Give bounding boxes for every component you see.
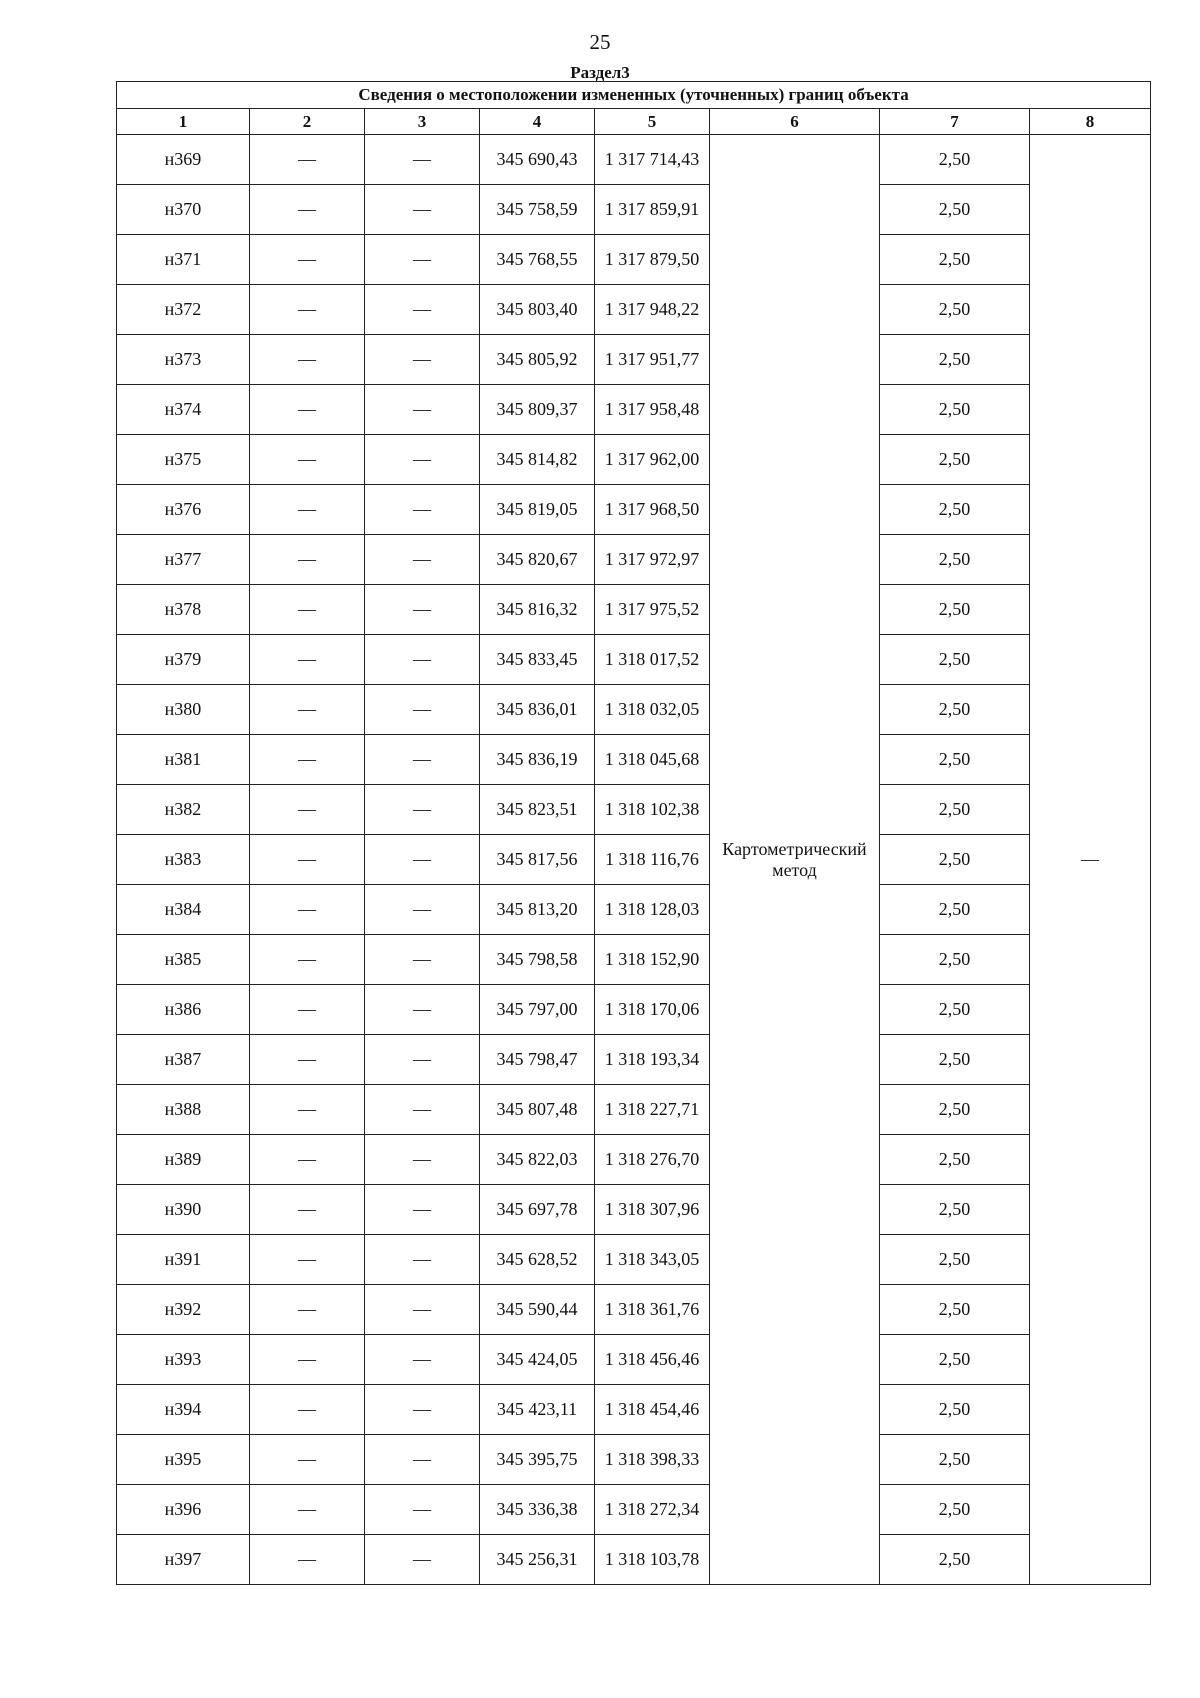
x-coordinate-cell: 345 807,48 (480, 1085, 595, 1135)
column-2-cell: — (250, 435, 365, 485)
point-cell: н387 (117, 1035, 250, 1085)
point-cell: н370 (117, 185, 250, 235)
accuracy-cell: 2,50 (880, 135, 1030, 185)
y-coordinate-cell: 1 318 227,71 (595, 1085, 710, 1135)
y-coordinate-cell: 1 318 343,05 (595, 1235, 710, 1285)
table-row (117, 835, 1151, 885)
column-2-cell: — (250, 1535, 365, 1585)
accuracy-cell: 2,50 (880, 1085, 1030, 1135)
accuracy-cell: 2,50 (880, 535, 1030, 585)
y-coordinate-cell: 1 318 398,33 (595, 1435, 710, 1485)
column-3-cell: — (365, 135, 480, 185)
y-coordinate-cell: 1 317 714,43 (595, 135, 710, 185)
column-2-cell: — (250, 1085, 365, 1135)
table-row (117, 1435, 1151, 1485)
point-cell: н395 (117, 1435, 250, 1485)
y-coordinate-cell: 1 318 103,78 (595, 1535, 710, 1585)
y-coordinate-cell: 1 318 128,03 (595, 885, 710, 935)
y-coordinate-cell: 1 317 948,22 (595, 285, 710, 335)
accuracy-cell: 2,50 (880, 1385, 1030, 1435)
table-row (117, 585, 1151, 635)
column-header-2: 2 (250, 109, 365, 135)
point-cell: н372 (117, 285, 250, 335)
column-3-cell: — (365, 985, 480, 1035)
y-coordinate-cell: 1 317 975,52 (595, 585, 710, 635)
point-cell: н388 (117, 1085, 250, 1135)
x-coordinate-cell: 345 820,67 (480, 535, 595, 585)
y-coordinate-cell: 1 317 859,91 (595, 185, 710, 235)
y-coordinate-cell: 1 318 456,46 (595, 1335, 710, 1385)
column-2-cell: — (250, 135, 365, 185)
column-2-cell: — (250, 785, 365, 835)
accuracy-cell: 2,50 (880, 235, 1030, 285)
column-2-cell: — (250, 235, 365, 285)
table-row (117, 1185, 1151, 1235)
table-row (117, 685, 1151, 735)
y-coordinate-cell: 1 317 972,97 (595, 535, 710, 585)
point-cell: н389 (117, 1135, 250, 1185)
x-coordinate-cell: 345 758,59 (480, 185, 595, 235)
column-2-cell: — (250, 985, 365, 1035)
column-8-cell: — (1030, 135, 1151, 1585)
y-coordinate-cell: 1 318 193,34 (595, 1035, 710, 1085)
x-coordinate-cell: 345 690,43 (480, 135, 595, 185)
table-row (117, 235, 1151, 285)
point-cell: н394 (117, 1385, 250, 1435)
y-coordinate-cell: 1 317 879,50 (595, 235, 710, 285)
y-coordinate-cell: 1 318 454,46 (595, 1385, 710, 1435)
accuracy-cell: 2,50 (880, 985, 1030, 1035)
column-2-cell: — (250, 1285, 365, 1335)
column-3-cell: — (365, 1485, 480, 1535)
point-cell: н378 (117, 585, 250, 635)
page-number: 25 (589, 30, 611, 54)
x-coordinate-cell: 345 803,40 (480, 285, 595, 335)
point-cell: н393 (117, 1335, 250, 1385)
column-3-cell: — (365, 785, 480, 835)
point-cell: н383 (117, 835, 250, 885)
column-2-cell: — (250, 935, 365, 985)
y-coordinate-cell: 1 317 968,50 (595, 485, 710, 535)
table-row (117, 285, 1151, 335)
column-3-cell: — (365, 285, 480, 335)
table-row (117, 485, 1151, 535)
column-2-cell: — (250, 1035, 365, 1085)
table-row (117, 985, 1151, 1035)
section-title: Раздел3 (570, 63, 630, 82)
table-row (117, 1385, 1151, 1435)
accuracy-cell: 2,50 (880, 285, 1030, 335)
accuracy-cell: 2,50 (880, 1235, 1030, 1285)
accuracy-cell: 2,50 (880, 1535, 1030, 1585)
x-coordinate-cell: 345 822,03 (480, 1135, 595, 1185)
x-coordinate-cell: 345 395,75 (480, 1435, 595, 1485)
accuracy-cell: 2,50 (880, 635, 1030, 685)
table-header-row (117, 109, 1151, 135)
table-row (117, 1235, 1151, 1285)
x-coordinate-cell: 345 805,92 (480, 335, 595, 385)
column-3-cell: — (365, 1435, 480, 1485)
point-cell: н392 (117, 1285, 250, 1335)
point-cell: н385 (117, 935, 250, 985)
y-coordinate-cell: 1 318 017,52 (595, 635, 710, 685)
accuracy-cell: 2,50 (880, 435, 1030, 485)
column-header-6: 6 (710, 109, 880, 135)
column-3-cell: — (365, 385, 480, 435)
x-coordinate-cell: 345 823,51 (480, 785, 595, 835)
x-coordinate-cell: 345 817,56 (480, 835, 595, 885)
point-cell: н397 (117, 1535, 250, 1585)
column-2-cell: — (250, 1385, 365, 1435)
column-2-cell: — (250, 385, 365, 435)
x-coordinate-cell: 345 768,55 (480, 235, 595, 285)
column-2-cell: — (250, 735, 365, 785)
y-coordinate-cell: 1 318 045,68 (595, 735, 710, 785)
y-coordinate-cell: 1 318 272,34 (595, 1485, 710, 1535)
x-coordinate-cell: 345 797,00 (480, 985, 595, 1035)
coordinates-table (116, 81, 1151, 1585)
column-3-cell: — (365, 535, 480, 585)
table-row (117, 435, 1151, 485)
column-3-cell: — (365, 485, 480, 535)
point-cell: н381 (117, 735, 250, 785)
column-2-cell: — (250, 885, 365, 935)
point-cell: н376 (117, 485, 250, 535)
y-coordinate-cell: 1 318 152,90 (595, 935, 710, 985)
column-2-cell: — (250, 335, 365, 385)
column-header-4: 4 (480, 109, 595, 135)
column-3-cell: — (365, 1285, 480, 1335)
column-2-cell: — (250, 1185, 365, 1235)
y-coordinate-cell: 1 318 276,70 (595, 1135, 710, 1185)
x-coordinate-cell: 345 819,05 (480, 485, 595, 535)
table-row (117, 1285, 1151, 1335)
column-3-cell: — (365, 735, 480, 785)
column-3-cell: — (365, 1035, 480, 1085)
x-coordinate-cell: 345 423,11 (480, 1385, 595, 1435)
column-2-cell: — (250, 1135, 365, 1185)
y-coordinate-cell: 1 318 102,38 (595, 785, 710, 835)
point-cell: н386 (117, 985, 250, 1035)
column-2-cell: — (250, 585, 365, 635)
y-coordinate-cell: 1 317 951,77 (595, 335, 710, 385)
table-row (117, 785, 1151, 835)
table-row (117, 185, 1151, 235)
table-row (117, 335, 1151, 385)
column-2-cell: — (250, 835, 365, 885)
column-3-cell: — (365, 1235, 480, 1285)
table-row (117, 635, 1151, 685)
accuracy-cell: 2,50 (880, 585, 1030, 635)
column-3-cell: — (365, 635, 480, 685)
accuracy-cell: 2,50 (880, 735, 1030, 785)
accuracy-cell: 2,50 (880, 485, 1030, 535)
point-cell: н380 (117, 685, 250, 735)
table-row (117, 385, 1151, 435)
x-coordinate-cell: 345 836,19 (480, 735, 595, 785)
column-3-cell: — (365, 885, 480, 935)
table-row (117, 885, 1151, 935)
x-coordinate-cell: 345 798,58 (480, 935, 595, 985)
accuracy-cell: 2,50 (880, 1285, 1030, 1335)
column-2-cell: — (250, 685, 365, 735)
column-3-cell: — (365, 1135, 480, 1185)
method-cell: Картометрический метод (710, 135, 880, 1585)
column-3-cell: — (365, 685, 480, 735)
column-header-8: 8 (1030, 109, 1151, 135)
x-coordinate-cell: 345 833,45 (480, 635, 595, 685)
column-2-cell: — (250, 485, 365, 535)
x-coordinate-cell: 345 628,52 (480, 1235, 595, 1285)
accuracy-cell: 2,50 (880, 1435, 1030, 1485)
table-row (117, 1035, 1151, 1085)
column-3-cell: — (365, 835, 480, 885)
point-cell: н371 (117, 235, 250, 285)
x-coordinate-cell: 345 814,82 (480, 435, 595, 485)
y-coordinate-cell: 1 317 962,00 (595, 435, 710, 485)
y-coordinate-cell: 1 318 361,76 (595, 1285, 710, 1335)
point-cell: н373 (117, 335, 250, 385)
table-row (117, 935, 1151, 985)
column-2-cell: — (250, 185, 365, 235)
y-coordinate-cell: 1 318 032,05 (595, 685, 710, 735)
point-cell: н384 (117, 885, 250, 935)
x-coordinate-cell: 345 836,01 (480, 685, 595, 735)
accuracy-cell: 2,50 (880, 1335, 1030, 1385)
table-row (117, 1135, 1151, 1185)
accuracy-cell: 2,50 (880, 1035, 1030, 1085)
column-header-5: 5 (595, 109, 710, 135)
column-3-cell: — (365, 1085, 480, 1135)
column-3-cell: — (365, 335, 480, 385)
point-cell: н374 (117, 385, 250, 435)
column-3-cell: — (365, 235, 480, 285)
accuracy-cell: 2,50 (880, 885, 1030, 935)
table-row (117, 735, 1151, 785)
table-row (117, 1085, 1151, 1135)
column-header-3: 3 (365, 109, 480, 135)
point-cell: н396 (117, 1485, 250, 1535)
table-row (117, 535, 1151, 585)
column-header-1: 1 (117, 109, 250, 135)
point-cell: н369 (117, 135, 250, 185)
accuracy-cell: 2,50 (880, 185, 1030, 235)
table-row (117, 135, 1151, 185)
y-coordinate-cell: 1 317 958,48 (595, 385, 710, 435)
table-body (117, 135, 1151, 1585)
point-cell: н375 (117, 435, 250, 485)
point-cell: н391 (117, 1235, 250, 1285)
column-2-cell: — (250, 285, 365, 335)
accuracy-cell: 2,50 (880, 1185, 1030, 1235)
x-coordinate-cell: 345 809,37 (480, 385, 595, 435)
column-2-cell: — (250, 1435, 365, 1485)
x-coordinate-cell: 345 697,78 (480, 1185, 595, 1235)
column-3-cell: — (365, 1385, 480, 1435)
accuracy-cell: 2,50 (880, 335, 1030, 385)
point-cell: н379 (117, 635, 250, 685)
point-cell: н377 (117, 535, 250, 585)
column-3-cell: — (365, 185, 480, 235)
column-2-cell: — (250, 1485, 365, 1535)
column-3-cell: — (365, 935, 480, 985)
x-coordinate-cell: 345 336,38 (480, 1485, 595, 1535)
table-row (117, 1535, 1151, 1585)
x-coordinate-cell: 345 816,32 (480, 585, 595, 635)
y-coordinate-cell: 1 318 307,96 (595, 1185, 710, 1235)
x-coordinate-cell: 345 590,44 (480, 1285, 595, 1335)
x-coordinate-cell: 345 798,47 (480, 1035, 595, 1085)
x-coordinate-cell: 345 256,31 (480, 1535, 595, 1585)
x-coordinate-cell: 345 813,20 (480, 885, 595, 935)
y-coordinate-cell: 1 318 116,76 (595, 835, 710, 885)
column-2-cell: — (250, 1235, 365, 1285)
point-cell: н390 (117, 1185, 250, 1235)
column-header-7: 7 (880, 109, 1030, 135)
accuracy-cell: 2,50 (880, 685, 1030, 735)
accuracy-cell: 2,50 (880, 1135, 1030, 1185)
column-3-cell: — (365, 1535, 480, 1585)
column-3-cell: — (365, 1185, 480, 1235)
column-2-cell: — (250, 535, 365, 585)
x-coordinate-cell: 345 424,05 (480, 1335, 595, 1385)
table-row (117, 1485, 1151, 1535)
table-caption: Сведения о местоположении измененных (уточненных) границ объекта (117, 82, 1151, 109)
column-3-cell: — (365, 1335, 480, 1385)
accuracy-cell: 2,50 (880, 785, 1030, 835)
y-coordinate-cell: 1 318 170,06 (595, 985, 710, 1035)
table-row (117, 1335, 1151, 1385)
column-3-cell: — (365, 585, 480, 635)
accuracy-cell: 2,50 (880, 385, 1030, 435)
column-3-cell: — (365, 435, 480, 485)
column-2-cell: — (250, 635, 365, 685)
point-cell: н382 (117, 785, 250, 835)
accuracy-cell: 2,50 (880, 1485, 1030, 1535)
accuracy-cell: 2,50 (880, 835, 1030, 885)
column-2-cell: — (250, 1335, 365, 1385)
accuracy-cell: 2,50 (880, 935, 1030, 985)
